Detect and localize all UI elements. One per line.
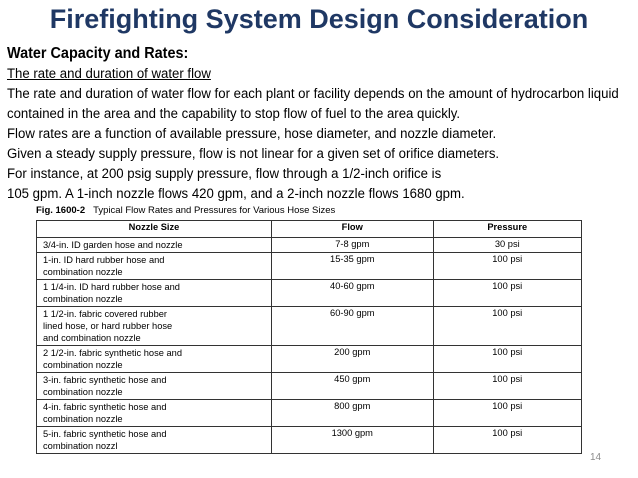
cell-text-line: combination nozzle xyxy=(43,387,123,397)
cell-text-line: combination nozzle xyxy=(43,267,123,277)
cell-text-line: 2 1/2-in. fabric synthetic hose and xyxy=(43,348,183,358)
figure-number: Fig. 1600-2 xyxy=(36,205,86,216)
cell-nozzle-size xyxy=(37,373,272,400)
table-row xyxy=(37,373,582,400)
paragraph-line: contained in the area and the capability to stop flow of fuel to the area quickly. xyxy=(7,106,461,122)
cell-flow: 60-90 gpm xyxy=(272,307,434,346)
cell-flow: 15-35 gpm xyxy=(272,253,434,280)
cell-pressure: 100 psi xyxy=(433,280,581,307)
cell-flow: 200 gpm xyxy=(272,346,434,373)
cell-flow: 450 gpm xyxy=(272,373,434,400)
cell-text-line: 5-in. fabric synthetic hose and xyxy=(43,429,167,439)
flow-rate-table xyxy=(36,220,582,454)
page-title: Firefighting System Design Consideration xyxy=(49,4,589,34)
cell-flow: 40-60 gpm xyxy=(272,280,434,307)
cell-text-line: lined hose, or hard rubber hose xyxy=(43,321,173,331)
paragraph-line: Flow rates are a function of available pressure, hose diameter, and nozzle diameter. xyxy=(7,126,497,142)
cell-nozzle-size xyxy=(37,253,272,280)
table-header-row xyxy=(37,221,582,238)
cell-pressure: 100 psi xyxy=(433,307,581,346)
paragraph-line: For instance, at 200 psig supply pressure, flow through a 1/2-inch orifice is xyxy=(7,166,442,182)
cell-flow: 1300 gpm xyxy=(272,427,434,454)
table-row xyxy=(37,238,582,253)
table-row xyxy=(37,307,582,346)
cell-flow: 7-8 gpm xyxy=(272,238,434,253)
cell-pressure: 100 psi xyxy=(433,253,581,280)
cell-pressure: 100 psi xyxy=(433,400,581,427)
body-text xyxy=(7,44,619,204)
cell-nozzle-size xyxy=(37,400,272,427)
cell-text-line: combination nozzle xyxy=(43,360,123,370)
table-body xyxy=(37,238,582,454)
cell-pressure: 100 psi xyxy=(433,373,581,400)
cell-pressure: 100 psi xyxy=(433,346,581,373)
cell-text-line: 1 1/2-in. fabric covered rubber xyxy=(43,309,168,319)
header-nozzle-size: Nozzle Size xyxy=(37,221,272,238)
table-row xyxy=(37,346,582,373)
cell-text-line: 1 1/4-in. ID hard rubber hose and xyxy=(43,282,180,292)
cell-nozzle-size xyxy=(37,238,272,253)
table-row xyxy=(37,253,582,280)
paragraph-line: Given a steady supply pressure, flow is not linear for a given set of orifice diameters. xyxy=(7,146,500,162)
cell-text-line: combination nozzle xyxy=(43,294,123,304)
section-subheading: The rate and duration of water flow xyxy=(7,66,211,82)
cell-nozzle-size xyxy=(37,307,272,346)
cell-text-line: 3-in. fabric synthetic hose and xyxy=(43,375,167,385)
cell-pressure: 30 psi xyxy=(433,238,581,253)
cell-text-line: combination nozzle xyxy=(43,414,123,424)
section-heading: Water Capacity and Rates: xyxy=(7,45,189,62)
cell-text-line: 1-in. ID hard rubber hose and xyxy=(43,255,165,265)
paragraph-line: 105 gpm. A 1-inch nozzle flows 420 gpm, and a 2-inch nozzle flows 1680 gpm. xyxy=(7,186,465,202)
cell-text-line: combination nozzl xyxy=(43,441,118,451)
figure xyxy=(36,205,582,454)
paragraph-line: The rate and duration of water flow for each plant or facility depends on the amount of hydrocarbon liquid xyxy=(7,86,619,102)
table-row xyxy=(37,280,582,307)
header-pressure: Pressure xyxy=(433,221,581,238)
table-row xyxy=(37,427,582,454)
cell-pressure: 100 psi xyxy=(433,427,581,454)
cell-nozzle-size xyxy=(37,427,272,454)
cell-flow: 800 gpm xyxy=(272,400,434,427)
cell-nozzle-size xyxy=(37,280,272,307)
figure-caption-text: Typical Flow Rates and Pressures for Various Hose Sizes xyxy=(93,205,336,216)
cell-text-line: 4-in. fabric synthetic hose and xyxy=(43,402,167,412)
cell-nozzle-size xyxy=(37,346,272,373)
table-row xyxy=(37,400,582,427)
cell-text-line: and combination nozzle xyxy=(43,333,141,343)
page-number: 14 xyxy=(590,452,602,463)
cell-text-line: 3/4-in. ID garden hose and nozzle xyxy=(43,240,183,250)
header-flow: Flow xyxy=(272,221,434,238)
figure-caption xyxy=(36,205,582,216)
